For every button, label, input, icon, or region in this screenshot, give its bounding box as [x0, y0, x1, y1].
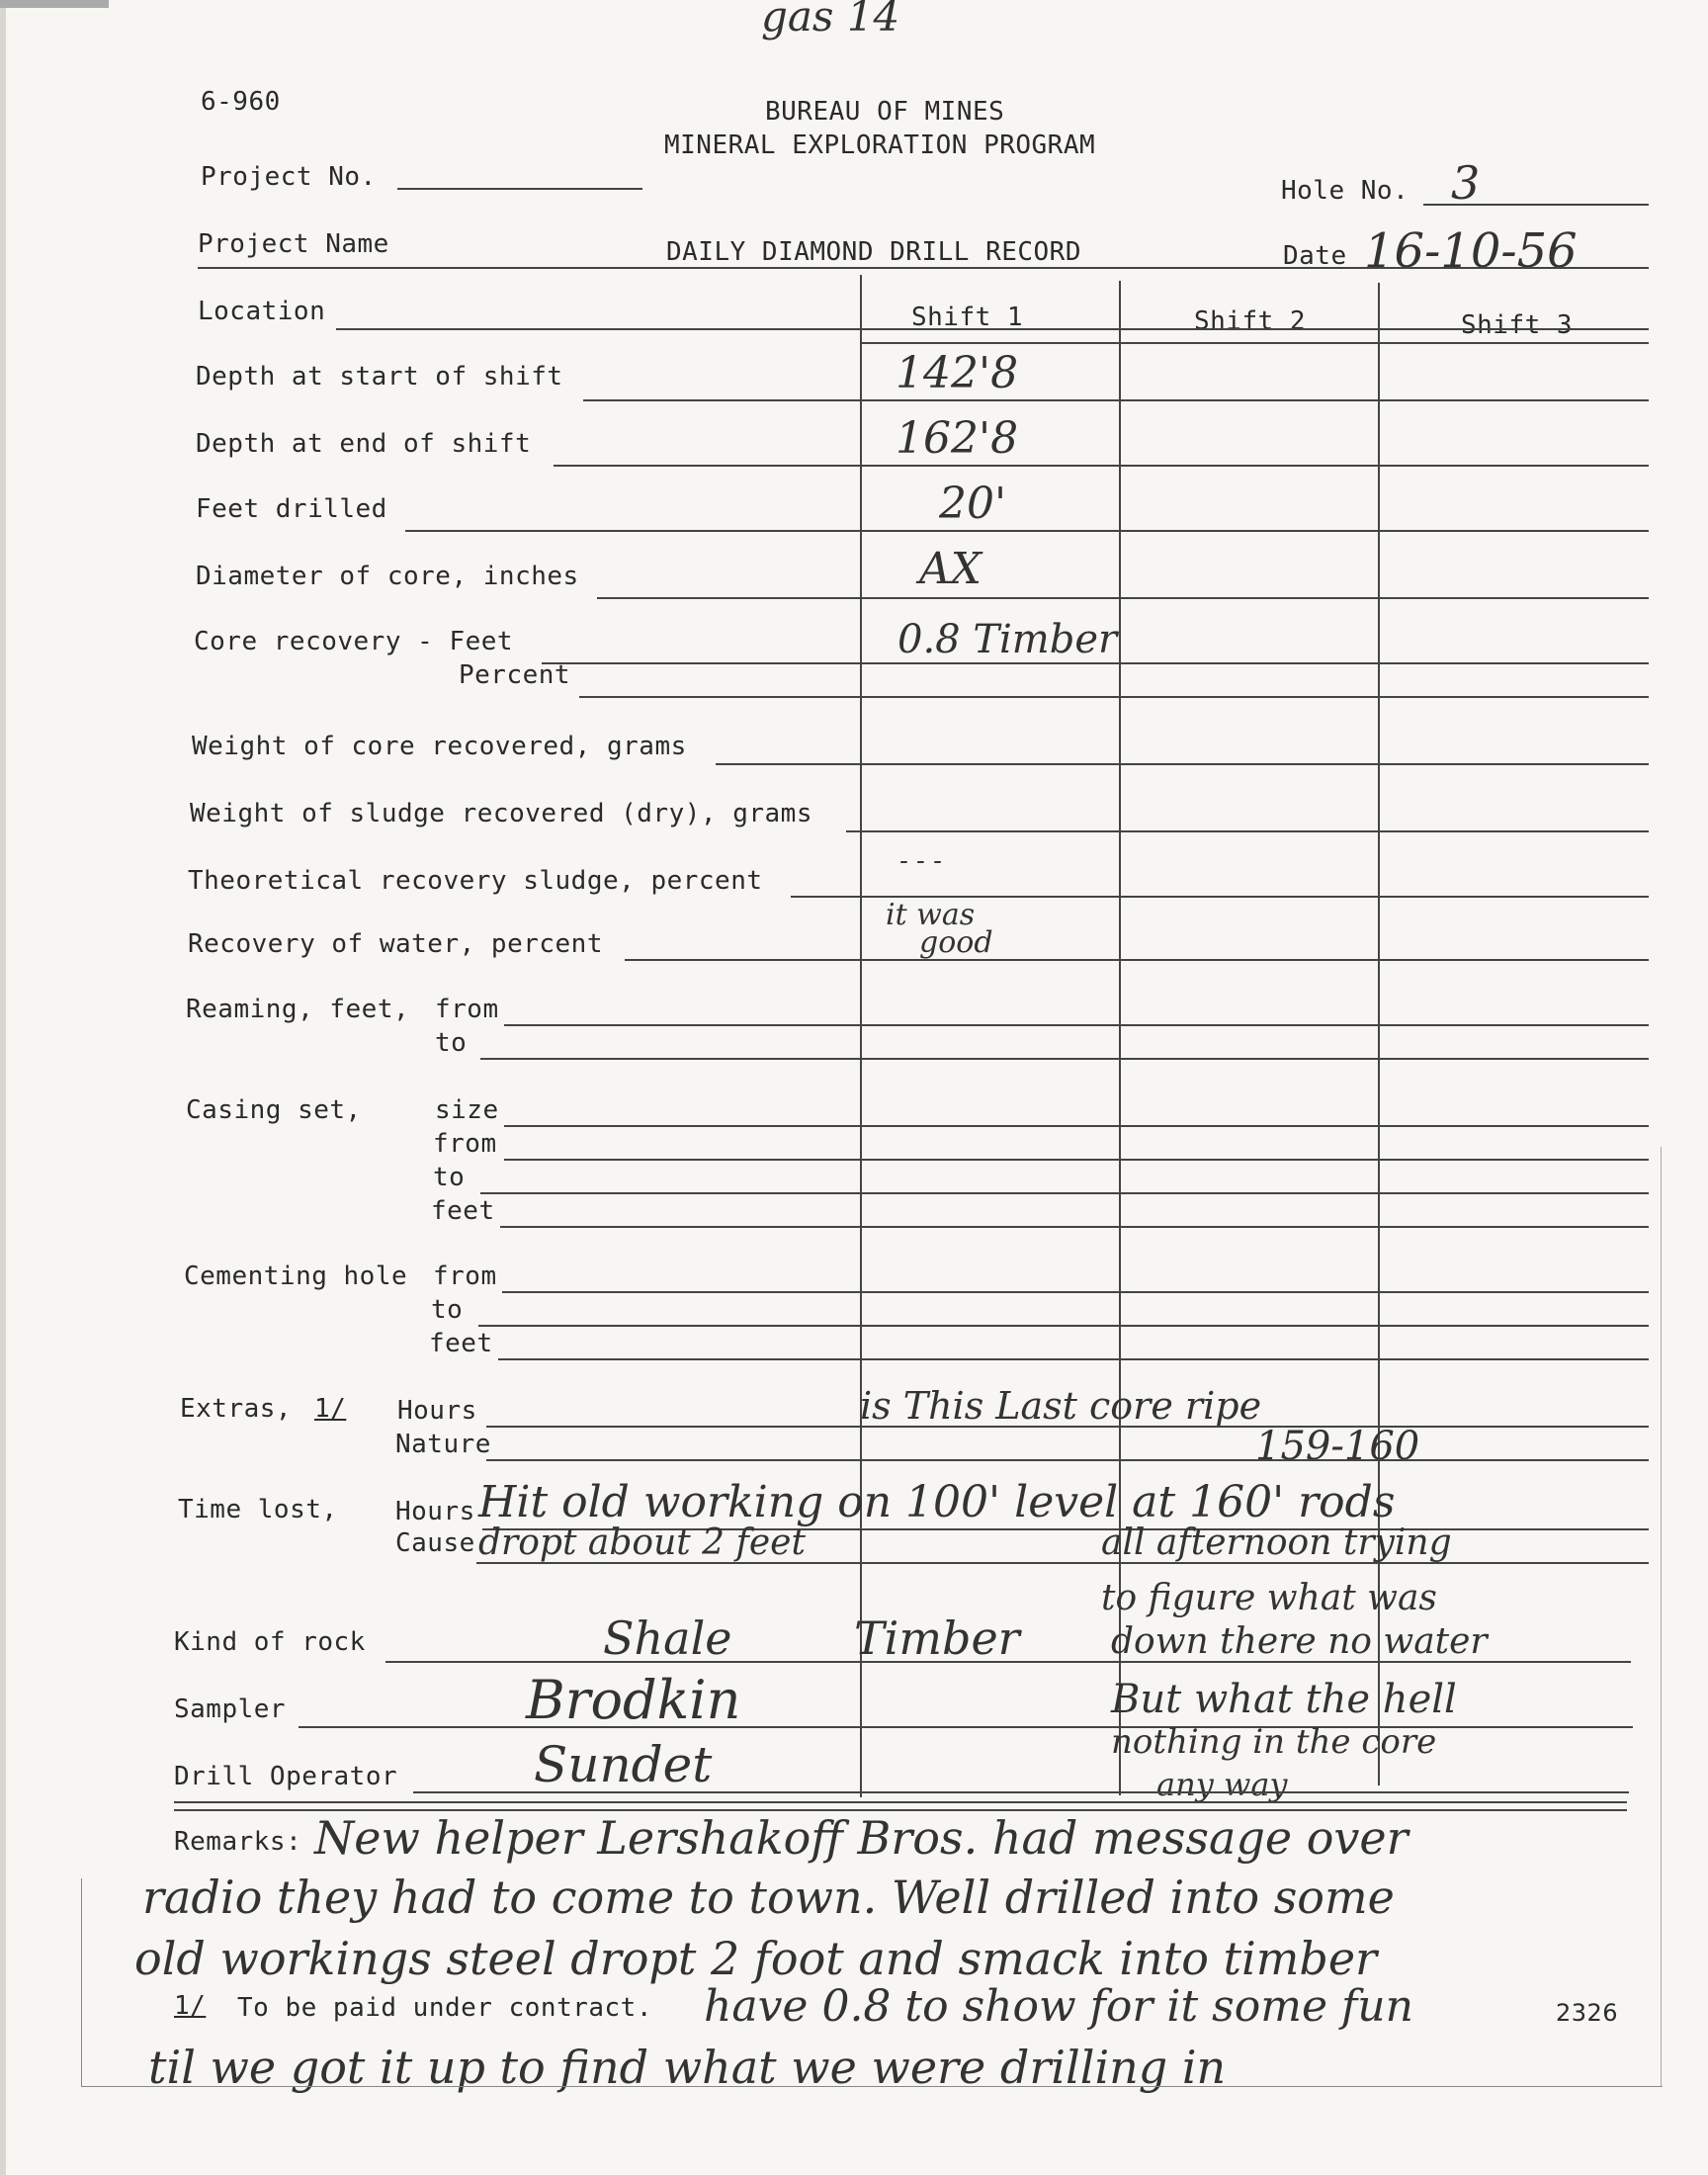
drill-operator-value: Sundet [534, 1736, 713, 1793]
casing-label: Casing set, [186, 1095, 362, 1125]
cementing-to-label: to [431, 1295, 464, 1325]
reaming-label: Reaming, feet, [186, 995, 410, 1024]
diameter-label: Diameter of core, inches [196, 562, 579, 591]
weight-sludge-line [846, 830, 1649, 832]
project-no-label: Project No. [201, 162, 377, 192]
hole-no-value: 3 [1451, 156, 1481, 210]
kind-of-rock-line [385, 1661, 1631, 1663]
drill-operator-shift2-line2: any way [1156, 1766, 1288, 1803]
water-recovery-shift1-line2: good [919, 925, 993, 960]
cementing-feet-label: feet [429, 1329, 493, 1358]
drill-operator-label: Drill Operator [174, 1762, 398, 1791]
water-recovery-label: Recovery of water, percent [188, 929, 603, 959]
kind-of-rock-label: Kind of rock [174, 1627, 366, 1657]
depth-end-line [554, 465, 1649, 467]
theoretical-sludge-shift1: - - - [899, 846, 942, 876]
drill-operator-line [413, 1791, 1629, 1793]
extras-hours-label: Hours [397, 1396, 477, 1426]
footnote-marker: 1/ [174, 1991, 207, 2021]
reaming-from-line [504, 1024, 1649, 1026]
theoretical-sludge-label: Theoretical recovery sludge, percent [188, 866, 763, 896]
cementing-from-line [502, 1291, 1649, 1293]
sampler-value: Brodkin [526, 1669, 741, 1731]
form-title: DAILY DIAMOND DRILL RECORD [666, 237, 1081, 267]
water-recovery-line [625, 959, 1649, 961]
casing-feet-label: feet [431, 1196, 495, 1226]
time-lost-hours-value: Hit old working on 100' level at 160' rods [478, 1477, 1396, 1527]
feet-drilled-line [405, 530, 1649, 532]
extras-label: Extras, [180, 1394, 293, 1424]
cementing-label: Cementing hole [184, 1262, 408, 1291]
kind-of-rock-shift2-line2: down there no water [1111, 1621, 1488, 1662]
time-lost-hours-label: Hours [395, 1497, 475, 1526]
hole-no-line [1423, 204, 1649, 206]
casing-size-label: size [435, 1095, 499, 1125]
kind-of-rock-shift1: Timber [854, 1611, 1020, 1665]
feet-drilled-label: Feet drilled [196, 494, 387, 524]
time-lost-cause-line [476, 1562, 1649, 1564]
weight-sludge-label: Weight of sludge recovered (dry), grams [190, 799, 812, 828]
depth-start-line [583, 399, 1649, 401]
drill-operator-shift2-line1: nothing in the core [1111, 1722, 1437, 1762]
diameter-line [597, 597, 1649, 599]
remarks-line-5: til we got it up to find what we were drilling in [148, 2041, 1227, 2094]
remarks-line-2: radio they had to come to town. Well drilled into some [142, 1870, 1395, 1924]
kind-of-rock-value: Shale [603, 1611, 732, 1665]
shift2-header: Shift 2 [1194, 306, 1307, 336]
depth-start-label: Depth at start of shift [196, 362, 563, 392]
shift1-left-border [860, 275, 862, 1797]
page-border-left [81, 1878, 82, 2086]
casing-from-line [504, 1159, 1649, 1161]
extras-nature-line [486, 1459, 1649, 1461]
kind-of-rock-shift2-line1: to figure what was [1101, 1578, 1437, 1618]
reaming-to-label: to [435, 1028, 468, 1058]
depth-end-label: Depth at end of shift [196, 429, 532, 459]
extras-hours-line [486, 1426, 1649, 1428]
time-lost-cause-value-1: dropt about 2 feet [478, 1522, 806, 1563]
date-value: 16-10-56 [1364, 223, 1578, 279]
casing-from-label: from [433, 1129, 497, 1159]
footnote-text: To be paid under contract. [237, 1993, 652, 2023]
weight-core-line [716, 763, 1649, 765]
core-recovery-feet-line [542, 662, 1649, 664]
core-recovery-percent-line [579, 696, 1649, 698]
hole-no-label: Hole No. [1281, 176, 1409, 206]
agency-title: BUREAU OF MINES [765, 97, 1005, 127]
feet-drilled-shift1: 20' [939, 478, 1007, 529]
core-recovery-percent-label: Percent [459, 660, 571, 690]
remarks-label: Remarks: [174, 1827, 302, 1857]
water-recovery-shift1-line1: it was [886, 898, 976, 932]
cementing-to-line [478, 1325, 1649, 1327]
form-number: 6-960 [201, 87, 281, 117]
shift-header-rule [860, 342, 1649, 344]
extras-nature-value: 159-160 [1255, 1424, 1420, 1469]
shift1-header: Shift 1 [911, 303, 1024, 332]
casing-to-label: to [433, 1163, 466, 1192]
page-border-right [1661, 1147, 1662, 2086]
top-note: gas 14 [761, 0, 900, 41]
shift2-left-border [1119, 281, 1121, 1795]
reaming-from-label: from [435, 995, 499, 1024]
extras-hours-value: is This Last core ripe [860, 1384, 1262, 1428]
bottom-rule-1 [174, 1801, 1627, 1803]
cementing-from-label: from [433, 1262, 497, 1291]
time-lost-cause-label: Cause [395, 1528, 475, 1558]
cementing-feet-line [498, 1358, 1649, 1360]
casing-size-line [504, 1125, 1649, 1127]
weight-core-label: Weight of core recovered, grams [192, 732, 687, 761]
remarks-line-3: old workings steel dropt 2 foot and smack into timber [134, 1932, 1378, 1985]
core-recovery-feet-label: Core recovery - Feet [194, 627, 514, 656]
reaming-to-line [480, 1058, 1649, 1060]
depth-end-shift1: 162'8 [896, 413, 1019, 464]
page-edge-left [0, 0, 6, 2175]
page-edge-top [0, 0, 109, 8]
extras-nature-label: Nature [395, 1430, 491, 1459]
project-name-label: Project Name [198, 229, 389, 259]
depth-start-shift1: 142'8 [896, 348, 1019, 398]
location-label: Location [198, 297, 326, 326]
location-line [336, 328, 1649, 330]
project-no-line [397, 188, 642, 190]
shift3-header: Shift 3 [1461, 310, 1574, 340]
date-label: Date [1283, 241, 1347, 271]
core-recovery-shift1: 0.8 Timber [897, 617, 1118, 662]
time-lost-label: Time lost, [178, 1495, 338, 1524]
diameter-shift1: AX [919, 544, 982, 594]
extras-footnote-marker: 1/ [314, 1394, 347, 1424]
casing-to-line [480, 1192, 1649, 1194]
program-title: MINERAL EXPLORATION PROGRAM [664, 130, 1096, 160]
sampler-label: Sampler [174, 1695, 287, 1724]
casing-feet-line [500, 1226, 1649, 1228]
page-border-bottom [81, 2086, 1663, 2087]
remarks-line-1: New helper Lershakoff Bros. had message over [314, 1811, 1409, 1865]
sampler-shift2: But what the hell [1111, 1677, 1457, 1722]
page-number: 2326 [1556, 1999, 1619, 2027]
time-lost-cause-value-2: all afternoon trying [1101, 1522, 1452, 1563]
header-rule [198, 267, 1649, 269]
remarks-line-4: have 0.8 to show for it some fun [704, 1981, 1413, 2032]
